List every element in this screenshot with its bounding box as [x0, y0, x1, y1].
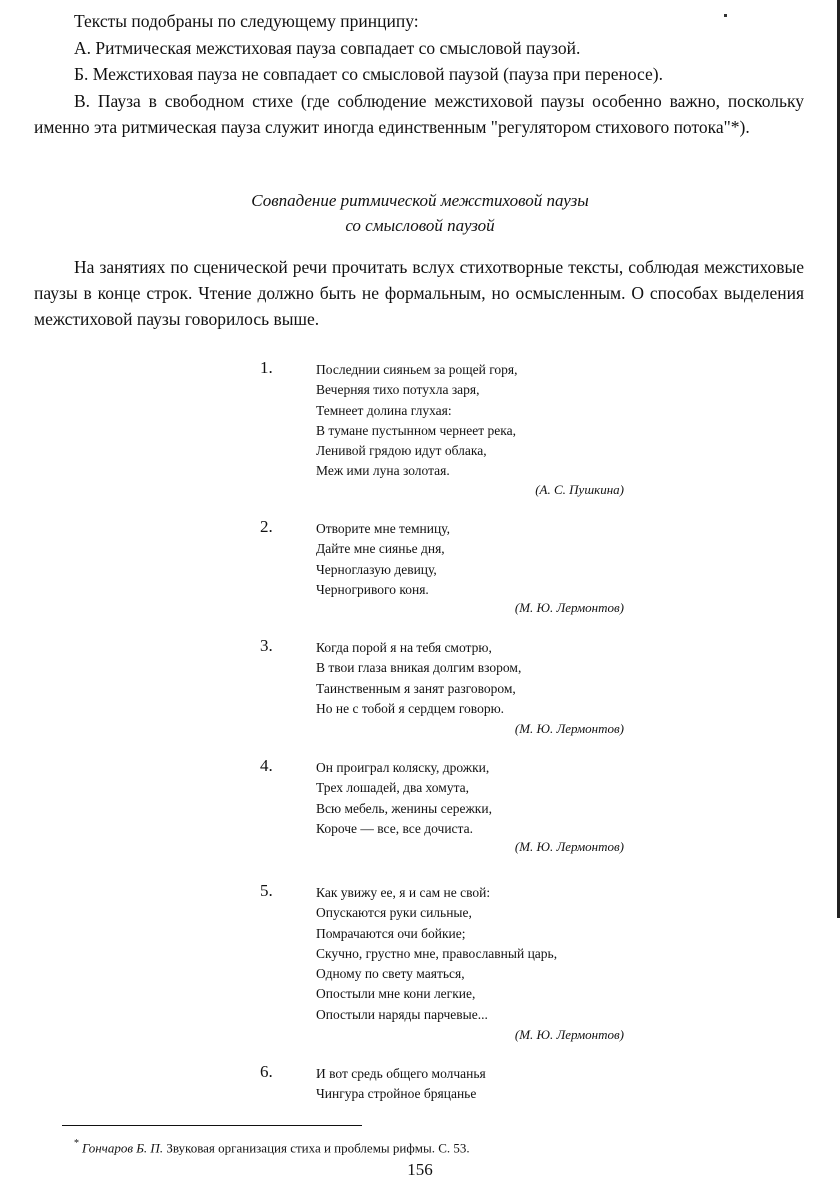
poem-line: В твои глаза вникая долгим взором, [316, 660, 522, 676]
poem-line: Скучно, грустно мне, православный царь, [316, 945, 558, 961]
footnote-marker: * [74, 1138, 79, 1149]
poem-author: (М. Ю. Лермонтов) [514, 721, 624, 736]
poem-line: Помрачаются очи бойкие; [316, 925, 466, 941]
poem-line: Темнеет долина глухая: [316, 402, 452, 418]
poem-lines [316, 1064, 486, 1105]
poem-lines [316, 519, 450, 600]
intro-line: Тексты подобраны по следующему принципу: [74, 11, 419, 31]
poem-line: Отворите мне темницу, [316, 521, 450, 536]
poem-lines [316, 360, 518, 482]
poem-line: Всю мебель, женины сережки, [316, 800, 492, 816]
poem-number: 4. [260, 756, 273, 775]
intro-item-b: Б. Межстиховая пауза не совпадает со смысловой паузой (пауза при переносе). [74, 64, 663, 84]
poem-lines [316, 638, 521, 719]
poem-number: 1. [260, 358, 273, 377]
poem-lines [316, 758, 492, 839]
intro-block [34, 8, 804, 141]
poem-line: Вечерняя тихо потухла заря, [316, 382, 480, 398]
poem-author: (М. Ю. Лермонтов) [514, 1027, 624, 1042]
poem-author: (М. Ю. Лермонтов) [514, 600, 624, 615]
poem-line: Но не с тобой я сердцем говорю. [316, 700, 505, 716]
poem-line: Последнии сияньем за рощей горя, [316, 362, 518, 377]
poem-number: 3. [260, 636, 273, 655]
poem-author: (М. Ю. Лермонтов) [514, 839, 624, 854]
poem-line: Опостыли мне кони легкие, [316, 986, 476, 1002]
intro-item-c: В. Пауза в свободном стихе (где соблюдение межстиховой паузы особенно важно, поскольку именно эта ритмическая пауза служит иногда единственным "регулятором стихового потока"*). [34, 90, 804, 137]
heading-line-1: Совпадение ритмической межстиховой паузы [251, 191, 589, 210]
footnote-divider [62, 1125, 362, 1126]
poem-line: Чингура стройное бряцанье [316, 1086, 477, 1102]
poem-line: Опостыли наряды парчевые... [316, 1006, 488, 1022]
poem-number: 2. [260, 517, 273, 536]
poem-line: Черноглазую девицу, [316, 561, 437, 577]
poem-line: Он проиграл коляску, дрожки, [316, 760, 490, 775]
poem-line: Короче — все, все дочиста. [316, 820, 473, 836]
poem-number: 5. [260, 881, 273, 900]
footnote-author: Гончаров Б. П. [82, 1140, 164, 1156]
poem-line: Дайте мне сиянье дня, [316, 541, 445, 557]
poem-line: Ленивой грядою идут облака, [316, 443, 487, 459]
poem-number: 6. [260, 1062, 273, 1081]
poem-line: Черногривого коня. [316, 581, 429, 597]
page-number: 156 [407, 1160, 433, 1179]
poem-line: Когда порой я на тебя смотрю, [316, 640, 492, 655]
poem-line: В тумане пустынном чернеет река, [316, 422, 516, 438]
footnote [74, 1139, 470, 1156]
intro-item-a: А. Ритмическая межстиховая пауза совпадает со смысловой паузой. [74, 37, 581, 58]
section-heading [0, 188, 840, 238]
instruction-paragraph: На занятиях по сценической речи прочитать вслух стихотворные тексты, соблюдая межстиховые паузы в конце строк. Чтение должно быть не формальным, но осмысленным. О способах выделения межстиховой паузы говорилось выше. [34, 257, 804, 329]
poem-author: (А. С. Пушкина) [535, 482, 624, 497]
poem-line: Одному по свету маяться, [316, 966, 465, 982]
poem-lines [316, 883, 557, 1025]
poem-line: Таинственным я занят разговором, [316, 680, 516, 696]
poem-line: Трех лошадей, два хомута, [316, 780, 470, 796]
heading-line-2: со смысловой паузой [345, 216, 495, 235]
poem-line: Опускаются руки сильные, [316, 905, 472, 921]
footnote-text: Звуковая организация стиха и проблемы рифмы. С. 53. [163, 1140, 470, 1156]
poem-line: Меж ими луна золотая. [316, 463, 450, 479]
poem-line: Как увижу ее, я и сам не свой: [316, 885, 491, 900]
poem-line: И вот средь общего молчанья [316, 1066, 486, 1081]
